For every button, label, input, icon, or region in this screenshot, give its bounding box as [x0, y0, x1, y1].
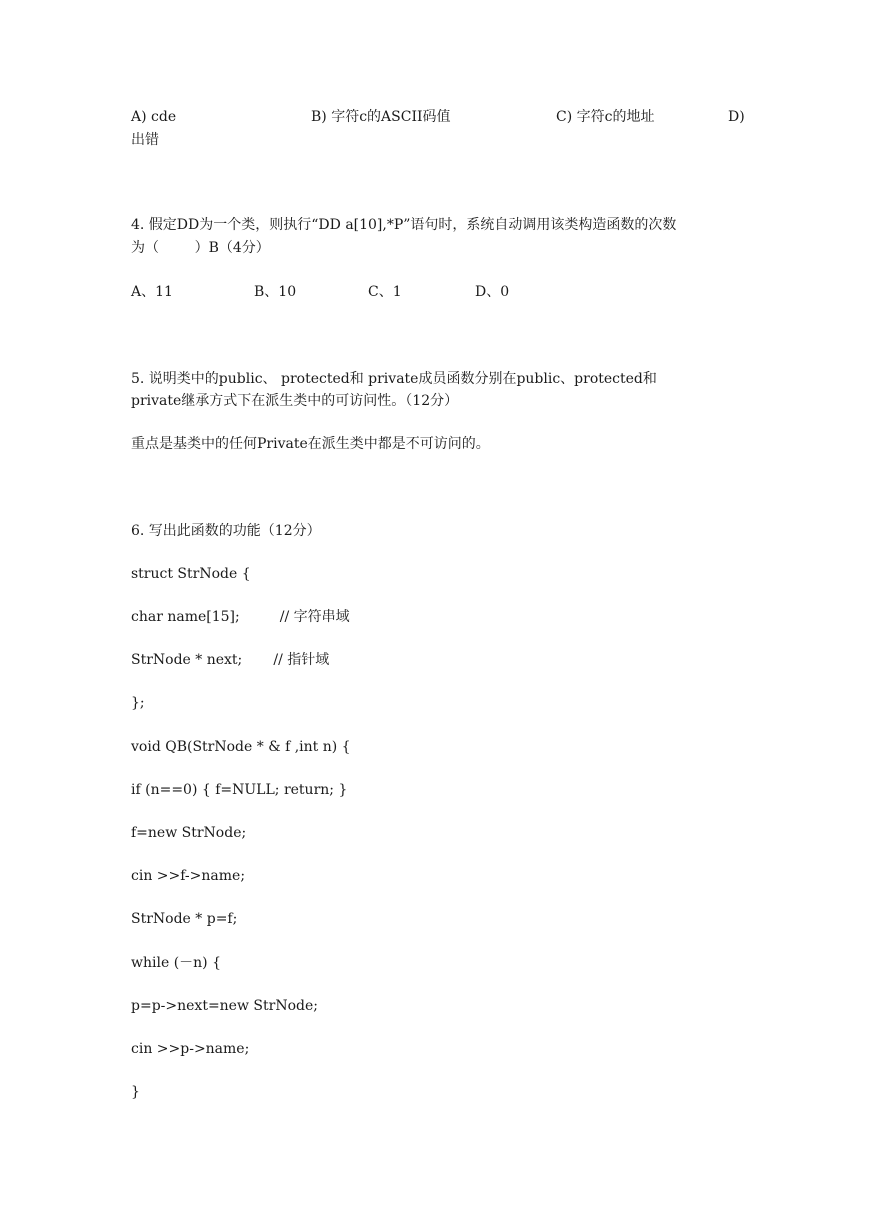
- q4-option-d: D、0: [475, 284, 510, 300]
- code-line: f=new StrNode;: [131, 825, 247, 841]
- q4-option-b: B、10: [254, 284, 297, 300]
- code-line: };: [131, 695, 145, 711]
- code-line: char name[15]; // 字符串域: [131, 609, 350, 625]
- code-line: struct StrNode {: [131, 566, 251, 582]
- q5-text-line1: 5. 说明类中的public、 protected和 private成员函数分别在public、protected和: [131, 371, 657, 387]
- q4-text-line1: 4. 假定DD为一个类，则执行“DD a[10],*P”语句时，系统自动调用该类构造函数的次数: [131, 217, 677, 233]
- code-line: StrNode * next; // 指针域: [131, 652, 330, 668]
- code-line: }: [131, 1084, 140, 1100]
- code-line: if (n==0) { f=NULL; return; }: [131, 782, 348, 798]
- q5-text-line2: private继承方式下在派生类中的可访问性。（12分）: [131, 393, 459, 409]
- q4-option-c: C、1: [368, 284, 402, 300]
- q3-option-a: A) cde: [131, 109, 177, 125]
- code-line: StrNode * p=f;: [131, 911, 238, 927]
- q4-option-a: A、11: [131, 284, 173, 300]
- code-line: p=p->next=new StrNode;: [131, 998, 318, 1014]
- q6-title: 6. 写出此函数的功能（12分）: [131, 523, 321, 539]
- code-line: while (－n) {: [131, 955, 221, 971]
- q5-answer: 重点是基类中的任何Private在派生类中都是不可访问的。: [131, 436, 490, 452]
- code-line: cin >>f->name;: [131, 868, 246, 884]
- q3-option-d: D): [728, 109, 745, 125]
- code-line: void QB(StrNode * & f ,int n) {: [131, 739, 351, 755]
- code-line: cin >>p->name;: [131, 1041, 250, 1057]
- q4-text-line2: 为（ ）B（4分）: [131, 240, 270, 256]
- q3-option-b: B) 字符c的ASCII码值: [311, 109, 451, 125]
- q3-option-c: C) 字符c的地址: [556, 109, 655, 125]
- q3-option-d-continued: 出错: [131, 132, 159, 148]
